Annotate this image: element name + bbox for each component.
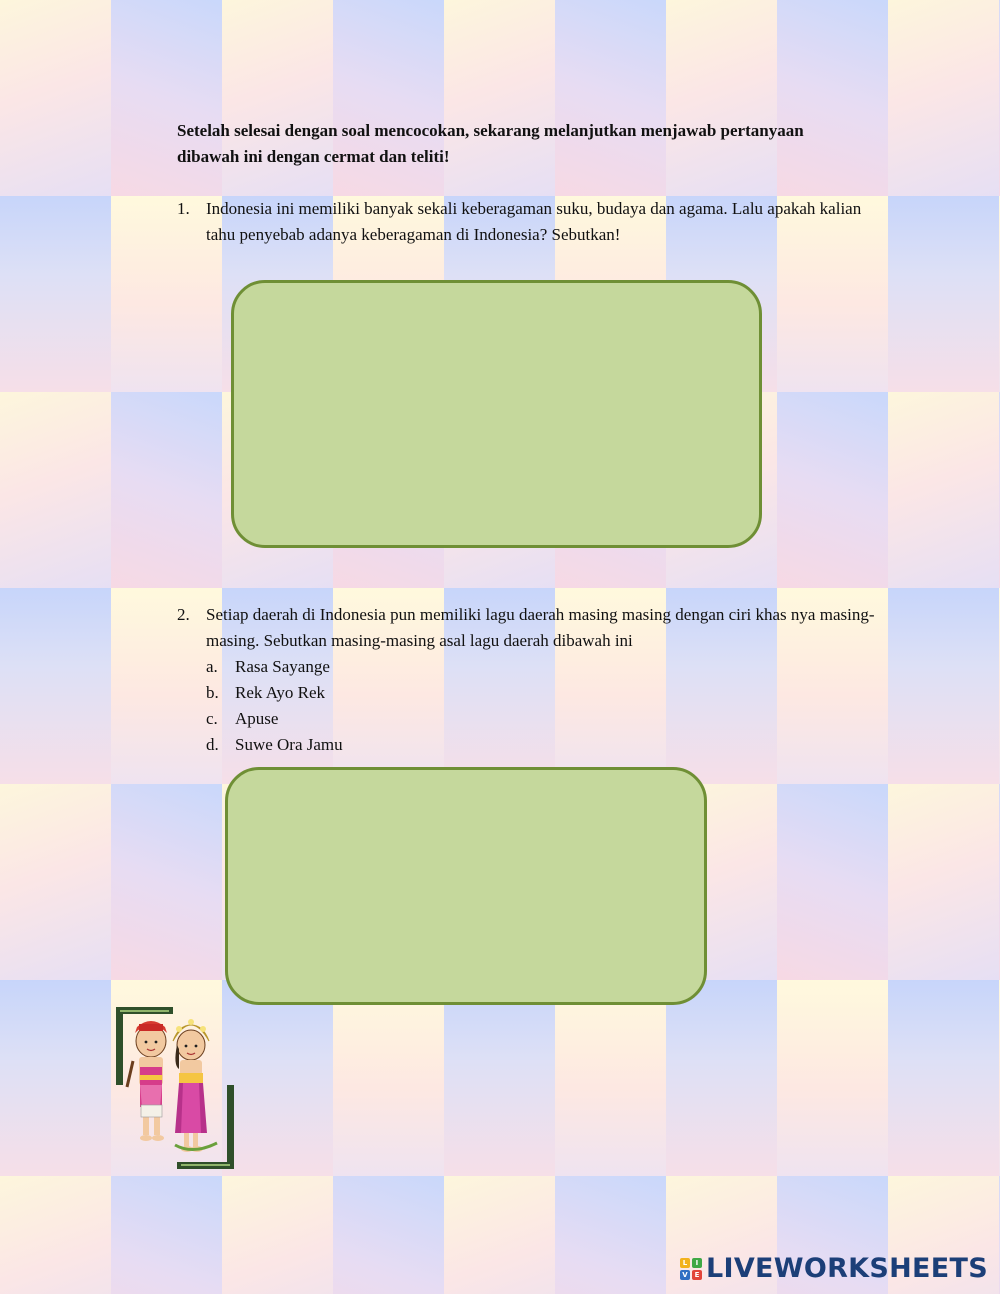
- logo-square: V: [680, 1270, 690, 1280]
- item-label: Suwe Ora Jamu: [235, 735, 343, 754]
- item-letter: d.: [206, 735, 219, 754]
- instructions-heading: Setelah selesai dengan soal mencocokan, sekarang melanjutkan menjawab pertanyaan dibawah ini dengan cermat dan teliti!: [177, 121, 804, 166]
- logo-square: E: [692, 1270, 702, 1280]
- list-item: [206, 680, 876, 706]
- traditional-costume-couple-icon: [113, 1005, 237, 1171]
- item-letter: b.: [206, 683, 219, 702]
- item-label: Rasa Sayange: [235, 657, 330, 676]
- liveworksheets-logo-icon: [680, 1258, 702, 1280]
- item-label: Rek Ayo Rek: [235, 683, 326, 702]
- song-list: [206, 654, 876, 758]
- item-label: Apuse: [235, 709, 279, 728]
- question-number: 2.: [177, 605, 190, 624]
- question-2: [177, 602, 876, 758]
- answer-box-2[interactable]: [225, 767, 707, 1005]
- question-text: Indonesia ini memiliki banyak sekali keberagaman suku, budaya dan agama. Lalu apakah kalian tahu penyebab adanya keberagaman di Indonesia? Sebutkan!: [206, 199, 862, 244]
- list-item: [206, 654, 876, 680]
- logo-square: L: [680, 1258, 690, 1268]
- question-text: Setiap daerah di Indonesia pun memiliki lagu daerah masing masing dengan ciri khas nya masing-masing. Sebutkan masing-masing asal lagu daerah dibawah ini: [206, 605, 875, 650]
- item-letter: c.: [206, 709, 218, 728]
- logo-square: I: [692, 1258, 702, 1268]
- item-letter: a.: [206, 657, 218, 676]
- liveworksheets-brand[interactable]: [680, 1254, 988, 1284]
- list-item: [206, 732, 876, 758]
- answer-box-1[interactable]: [231, 280, 762, 548]
- list-item: [206, 706, 876, 732]
- question-1: [177, 196, 876, 248]
- brand-name: LIVEWORKSHEETS: [705, 1253, 988, 1284]
- question-number: 1.: [177, 199, 190, 218]
